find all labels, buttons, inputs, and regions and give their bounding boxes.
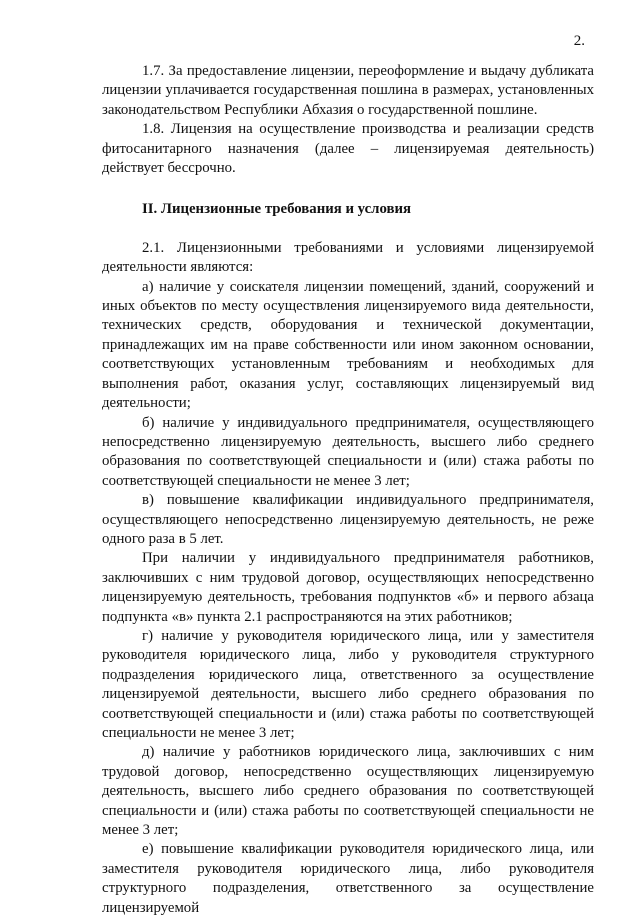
subclause-a: а) наличие у соискателя лицензии помещений, зданий, сооружений и иных объектов по месту осуществления лицензируемого вида деятельности, технических средств, оборудования и технической документации, принадлежащих им на праве собственности или ином законном основании, соответствующих установленным требованиям и необходимых для выполнения работ, оказания услуг, составляющих лицензируемый вид деятельности; — [102, 278, 594, 412]
subclause-e: е) повышение квалификации руководителя юридического лица, или заместителя руководителя юридического лица, либо руководителя структурного подразделения, ответственного за осуществление лицензируемой — [102, 841, 594, 916]
section-title: II. Лицензионные требования и условия — [142, 201, 412, 218]
page-number: 2. — [573, 33, 585, 49]
document-body — [102, 62, 594, 918]
subclause-g: г) наличие у руководителя юридического лица, или у заместителя руководителя юридического лица, либо у руководителя структурного подразделения юридического лица, ответственного за осуществление лицензируемой деятельности, высшего либо среднего образования по соответствующей специальности и (или) стажа работы по соответствующей специальности не менее 3 лет; — [102, 627, 594, 741]
subclause-d: д) наличие у работников юридического лица, заключивших с ним трудовой договор, непосредственно осуществляющих лицензируемую деятельность, высшего либо среднего образования по соответствующей специальности и (или) стажа работы по соответствующей специальности не менее 3 лет; — [102, 744, 594, 839]
clause-2-1: 2.1. Лицензионными требованиями и условиями лицензируемой деятельности являются: — [102, 239, 594, 276]
subclause-v: в) повышение квалификации индивидуального предпринимателя, осуществляющего непосредственно лицензируемую деятельность, не реже одного раза в 5 лет. — [102, 492, 594, 547]
subclause-b: б) наличие у индивидуального предпринимателя, осуществляющего непосредственно лицензируемую деятельность, высшего либо среднего образования по соответствующей специальности и (или) стажа работы по соответствующей специальности не менее 3 лет; — [102, 414, 594, 489]
clause-1-8: 1.8. Лицензия на осуществление производства и реализации средств фитосанитарного назначения (далее – лицензируемая деятельность) действует бессрочно. — [102, 121, 594, 177]
employees-paragraph: При наличии у индивидуального предпринимателя работников, заключивших с ним трудовой договор, осуществляющих непосредственно лицензируемую деятельность, требования подпунктов «б» и первого абзаца подпункта «в» пункта 2.1 распространяются на этих работников; — [102, 550, 594, 625]
clause-1-7: 1.7. За предоставление лицензии, переоформление и выдачу дубликата лицензии уплачивается государственная пошлина в размерах, установленных законодательством Республики Абхазия о государственной пошлине. — [102, 63, 594, 118]
